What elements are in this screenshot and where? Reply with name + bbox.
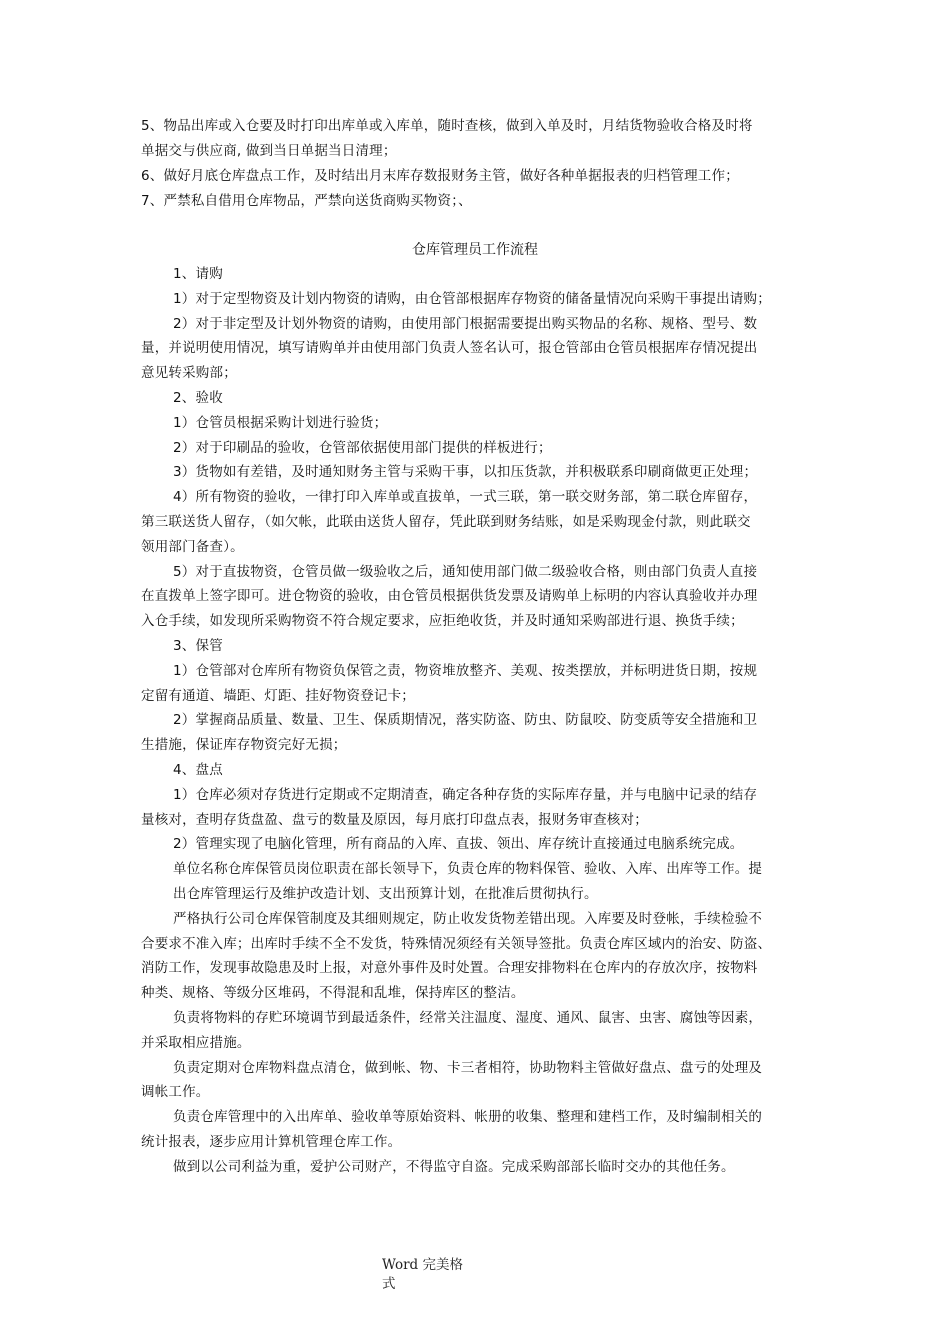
text-line: 严格执行公司仓库保管制度及其细则规定，防止收发货物差错出现。入库要及时登帐，手续检验不	[173, 910, 763, 927]
text-line: 2）对于印刷品的验收，仓管部依据使用部门提供的样板进行；	[173, 439, 552, 456]
text-line: 出仓库管理运行及维护改造计划、支出预算计划，在批准后贯彻执行。	[173, 886, 598, 902]
text-line: 负责将物料的存贮环境调节到最适条件，经常关注温度、湿度、通风、鼠害、虫害、腐蚀等因素，	[173, 1010, 763, 1026]
document-title: 仓库管理员工作流程	[412, 242, 538, 258]
footer-text: Word 完美格	[382, 1257, 463, 1273]
text-line: 入仓手续，如发现所采购物资不符合规定要求，应拒绝收货，并及时通知采购部进行退、换货手续；	[141, 613, 744, 630]
footer-text-continued: 式	[382, 1276, 396, 1292]
text-line: 7、严禁私自借用仓库物品，严禁向送货商购买物资；、	[141, 193, 472, 209]
text-line: 1）仓管员根据采购计划进行验货；	[173, 414, 388, 431]
text-line: 调帐工作。	[141, 1084, 210, 1101]
text-line: 消防工作，发现事故隐患及时上报，对意外事件及时处置。合理安排物料在仓库内的存放次序，按物料	[141, 960, 758, 977]
text-line: 1）对于定型物资及计划内物资的请购，由仓管部根据库存物资的储备量情况向采购干事提出请购；	[173, 290, 771, 307]
text-line: 量，并说明使用情况，填写请购单并由使用部门负责人签名认可，报仓管部由仓管员根据库存情况提出	[141, 340, 758, 357]
text-line: 做到以公司利益为重，爱护公司财产，不得监守自盗。完成采购部部长临时交办的其他任务。	[173, 1158, 735, 1175]
text-line: 1）仓管部对仓库所有物资负保管之责，物资堆放整齐、美观、按类摆放，并标明进货日期，按规	[173, 662, 758, 679]
text-line: 负责仓库管理中的入出库单、验收单等原始资料、帐册的收集、整理和建档工作，及时编制相关的	[173, 1109, 763, 1126]
text-line: 在直拨单上签字即可。进仓物资的验收，由仓管员根据供货发票及请购单上标明的内容认真验收并办理	[141, 588, 758, 605]
text-line: 1、请购	[173, 266, 223, 282]
text-line: 3、保管	[173, 638, 223, 654]
text-line: 5、物品出库或入仓要及时打印出库单或入库单，随时查核，做到入单及时，月结货物验收合格及时将	[141, 118, 753, 134]
text-line: 合要求不准入库；出库时手续不全不发货，特殊情况须经有关领导签批。负责仓库区域内的治安、防盗、	[141, 935, 772, 952]
text-line: 2、验收	[173, 390, 223, 406]
text-line: 量核对，查明存货盘盈、盘亏的数量及原因，每月底打印盘点表，报财务审查核对；	[141, 811, 648, 828]
text-line: 3）货物如有差错，及时通知财务主管与采购干事，以扣压货款，并积极联系印刷商做更正处理；	[173, 464, 758, 481]
text-line: 4）所有物资的验收，一律打印入库单或直拔单，一式三联，第一联交财务部，第二联仓库留存，	[173, 489, 758, 506]
text-line: 统计报表，逐步应用计算机管理仓库工作。	[141, 1134, 402, 1150]
text-line: 2）管理实现了电脑化管理，所有商品的入库、直拔、领出、库存统计直接通过电脑系统完成。	[173, 836, 744, 853]
text-line: 2）掌握商品质量、数量、卫生、保质期情况，落实防盗、防虫、防鼠咬、防变质等安全措施和卫	[173, 712, 758, 729]
text-line: 6、做好月底仓库盘点工作，及时结出月末库存数报财务主管，做好各种单据报表的归档管理工作；	[141, 168, 739, 184]
text-line: 第三联送货人留存，（如欠帐，此联由送货人留存，凭此联到财务结账，如是采购现金付款，则此联交	[141, 514, 751, 530]
text-line: 领用部门备查）。	[141, 538, 244, 555]
text-line: 1）仓库必须对存货进行定期或不定期清查，确定各种存货的实际库存量，并与电脑中记录的结存	[173, 786, 758, 803]
text-line: 负责定期对仓库物料盘点清仓，做到帐、物、卡三者相符，协助物料主管做好盘点、盘亏的处理及	[173, 1059, 763, 1076]
text-line: 种类、规格、等级分区堆码，不得混和乱堆，保持库区的整洁。	[141, 985, 525, 1002]
text-line: 单据交与供应商, 做到当日单据当日清理；	[141, 143, 397, 159]
text-line: 定留有通道、墙距、灯距、挂好物资登记卡；	[141, 687, 415, 704]
text-line: 生措施，保证库存物资完好无损；	[141, 737, 347, 754]
text-line: 单位名称仓库保管员岗位职责在部长领导下，负责仓库的物料保管、验收、入库、出库等工作。提	[173, 861, 763, 878]
text-line: 并采取相应措施。	[141, 1034, 251, 1051]
text-line: 意见转采购部；	[141, 365, 237, 382]
text-line: 4、盘点	[173, 762, 223, 778]
text-line: 5）对于直拔物资，仓管员做一级验收之后，通知使用部门做二级验收合格，则由部门负责人直接	[173, 563, 758, 580]
text-line: 2）对于非定型及计划外物资的请购，由使用部门根据需要提出购买物品的名称、规格、型号、数	[173, 315, 758, 332]
